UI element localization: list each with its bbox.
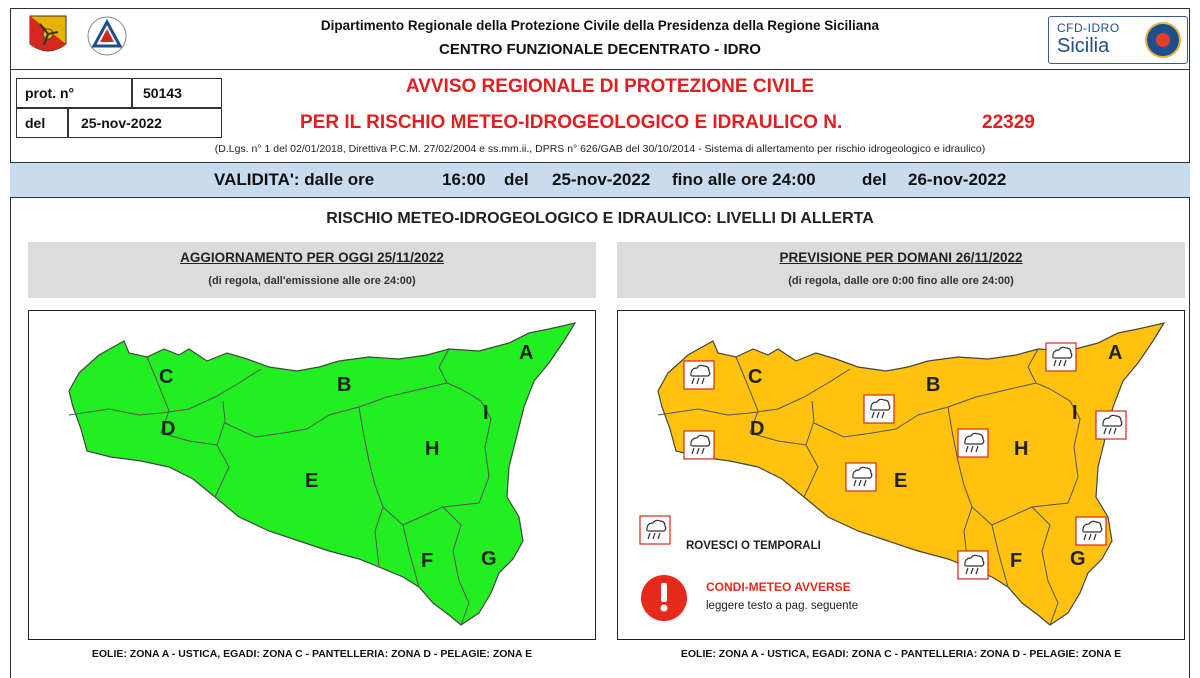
today-map-shape	[69, 323, 575, 625]
prot-label: prot. n°	[16, 78, 132, 108]
tomorrow-zone-label-i: I	[1072, 402, 1078, 424]
tomorrow-zone-label-h: H	[1014, 438, 1029, 460]
storm-icon	[846, 463, 876, 491]
civil-protection-logo	[82, 14, 132, 58]
storm-icon	[1076, 517, 1106, 545]
today-zone-label-b: B	[337, 374, 352, 396]
validity-from-hour: 16:00	[442, 170, 486, 189]
storm-legend-icon	[640, 516, 670, 544]
tomorrow-zone-label-b: B	[926, 374, 941, 396]
validity-bar	[10, 162, 1190, 198]
adverse-legend-text: leggere testo a pag. seguente	[706, 600, 859, 612]
storm-icon	[1096, 411, 1126, 439]
today-zone-label-g: G	[481, 548, 497, 570]
del-value: 25-nov-2022	[68, 108, 222, 138]
department-name: Dipartimento Regionale della Protezione Civile della Presidenza della Regione Siciliana	[320, 18, 880, 33]
cfd-badge-icon	[1145, 22, 1181, 58]
storm-icon	[1046, 343, 1076, 371]
storm-icon	[864, 395, 894, 423]
tomorrow-zone-label-a: A	[1108, 342, 1123, 364]
today-title: AGGIORNAMENTO PER OGGI 25/11/2022	[180, 250, 444, 265]
storm-legend-label: ROVESCI O TEMPORALI	[686, 540, 821, 552]
prot-value: 50143	[132, 78, 222, 108]
legal-reference: (D.Lgs. n° 1 del 02/01/2018, Direttiva P.C.M. 27/02/2004 e ss.mm.ii., DPRS n° 626/GAB del 30/10/2014 - Sistema di allertamento per rischio idrogeologico e idraulico)	[214, 143, 986, 155]
today-zone-label-f: F	[421, 550, 434, 572]
today-sicily-outline	[69, 323, 575, 625]
validity-del-1: del	[504, 170, 529, 189]
storm-icon	[684, 431, 714, 459]
validity-to-date: 26-nov-2022	[908, 170, 1007, 189]
today-zone-label-i: I	[483, 402, 489, 424]
storm-icon	[684, 361, 714, 389]
validity-del-2: del	[862, 170, 887, 189]
today-zone-label-h: H	[425, 438, 440, 460]
tomorrow-map	[617, 310, 1185, 640]
today-sicily-map	[29, 311, 597, 641]
notice-subtitle: PER IL RISCHIO METEO-IDROGEOLOGICO E IDRAULICO N.	[300, 112, 843, 133]
tomorrow-zone-label-e: E	[894, 470, 908, 492]
sicily-region-logo	[28, 14, 68, 58]
tomorrow-footnote: EOLIE: ZONA A - USTICA, EGADI: ZONA C - PANTELLERIA: ZONA D - PELAGIE: ZONA E	[680, 648, 1122, 660]
tomorrow-zone-label-c: C	[748, 366, 763, 388]
storm-icon	[958, 429, 988, 457]
tomorrow-zone-label-g: G	[1070, 548, 1086, 570]
logo-bottom-text: Sicilia	[1057, 35, 1110, 57]
tomorrow-sicily-map	[618, 311, 1186, 641]
today-subtitle: (di regola, dall'emissione alle ore 24:00)	[208, 275, 416, 287]
tomorrow-title: PREVISIONE PER DOMANI 26/11/2022	[779, 250, 1023, 265]
notice-number: 22329	[982, 112, 1035, 133]
today-zone-label-e: E	[305, 470, 319, 492]
tomorrow-panel-header	[617, 242, 1185, 298]
logo-top-text: CFD-IDRO	[1057, 21, 1120, 35]
validity-until: fino alle ore 24:00	[672, 170, 816, 189]
today-map	[28, 310, 596, 640]
adverse-warning-icon	[641, 575, 687, 621]
adverse-legend-title: CONDI-METEO AVVERSE	[706, 580, 851, 594]
tomorrow-subtitle: (di regola, dalle ore 0:00 fino alle ore 24:00)	[788, 275, 1014, 287]
del-label: del	[16, 108, 68, 138]
today-zone-label-a: A	[519, 342, 534, 364]
today-zone-label-c: C	[159, 366, 174, 388]
validity-from-date: 25-nov-2022	[552, 170, 651, 189]
validity-label: VALIDITA': dalle ore	[214, 170, 375, 189]
cfd-idro-logo	[1048, 16, 1188, 64]
centre-name: CENTRO FUNZIONALE DECENTRATO - IDRO	[439, 41, 761, 58]
notice-title: AVVISO REGIONALE DI PROTEZIONE CIVILE	[405, 76, 815, 97]
today-panel-header	[28, 242, 596, 298]
tomorrow-zone-label-d: D	[750, 418, 765, 440]
storm-icon	[958, 551, 988, 579]
tomorrow-zone-label-f: F	[1010, 550, 1023, 572]
today-zone-label-d: D	[161, 418, 176, 440]
today-footnote: EOLIE: ZONA A - USTICA, EGADI: ZONA C - PANTELLERIA: ZONA D - PELAGIE: ZONA E	[91, 648, 533, 660]
section-title: RISCHIO METEO-IDROGEOLOGICO E IDRAULICO: LIVELLI DI ALLERTA	[326, 210, 874, 227]
